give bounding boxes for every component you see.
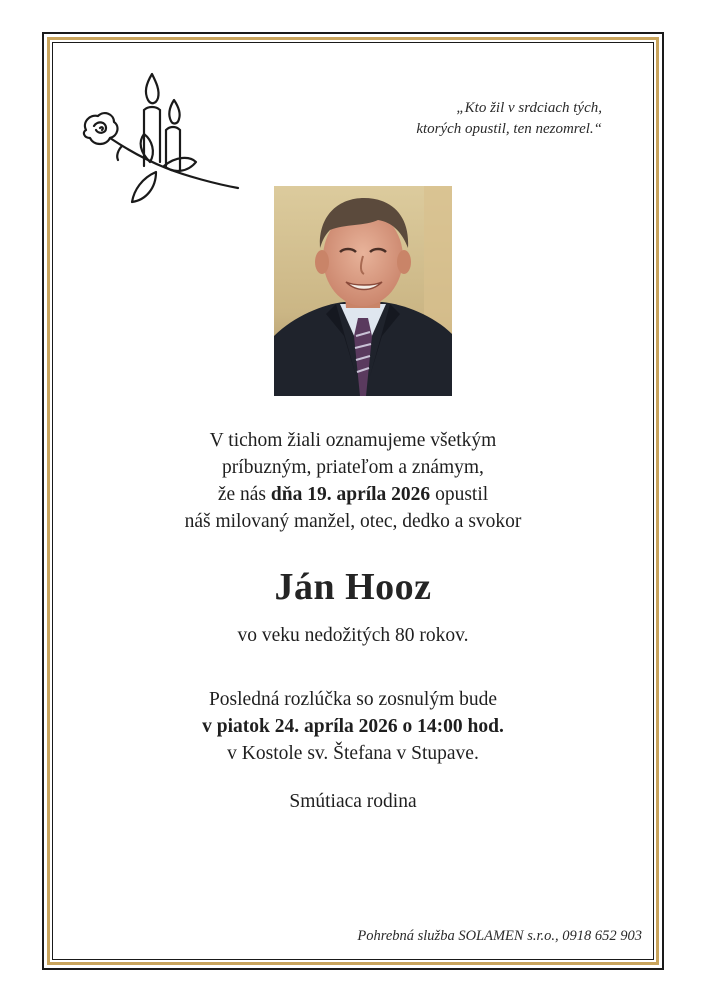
signature: Smútiaca rodina: [289, 791, 417, 812]
death-date: dňa 19. apríla 2026: [270, 484, 431, 505]
ceremony-location: v Kostole sv. Štefana v Stupave.: [227, 743, 479, 764]
age-line: vo veku nedožitých 80 rokov.: [237, 625, 469, 646]
motto-line-2: ktorých opustil, ten nezomrel.“: [416, 121, 602, 137]
intro-line-3: [60, 481, 646, 508]
deceased-name: Ján Hooz: [274, 566, 432, 608]
portrait-photo: [274, 186, 452, 396]
intro-line-4: náš milovaný manžel, otec, dedko a svokor: [184, 511, 522, 532]
ceremony-line-1: Posledná rozlúčka so zosnulým bude: [208, 689, 498, 710]
intro-line-3-prefix: že nás: [217, 484, 271, 505]
announcement-text: [60, 427, 646, 535]
funeral-service-footer: Pohrebná služba SOLAMEN s.r.o., 0918 652 903: [357, 928, 642, 944]
ceremony-text: [60, 686, 646, 767]
intro-line-2: príbuzným, priateľom a známym,: [222, 457, 484, 478]
motto-quote: [416, 98, 602, 140]
motto-line-1: „Kto žil v srdciach tých,: [456, 100, 602, 116]
intro-line-1: V tichom žiali oznamujeme všetkým: [209, 430, 497, 451]
intro-line-3-suffix: opustil: [430, 484, 489, 505]
ceremony-date-time: v piatok 24. apríla 2026 o 14:00 hod.: [202, 716, 504, 737]
candles-and-rose-icon: [76, 70, 242, 206]
